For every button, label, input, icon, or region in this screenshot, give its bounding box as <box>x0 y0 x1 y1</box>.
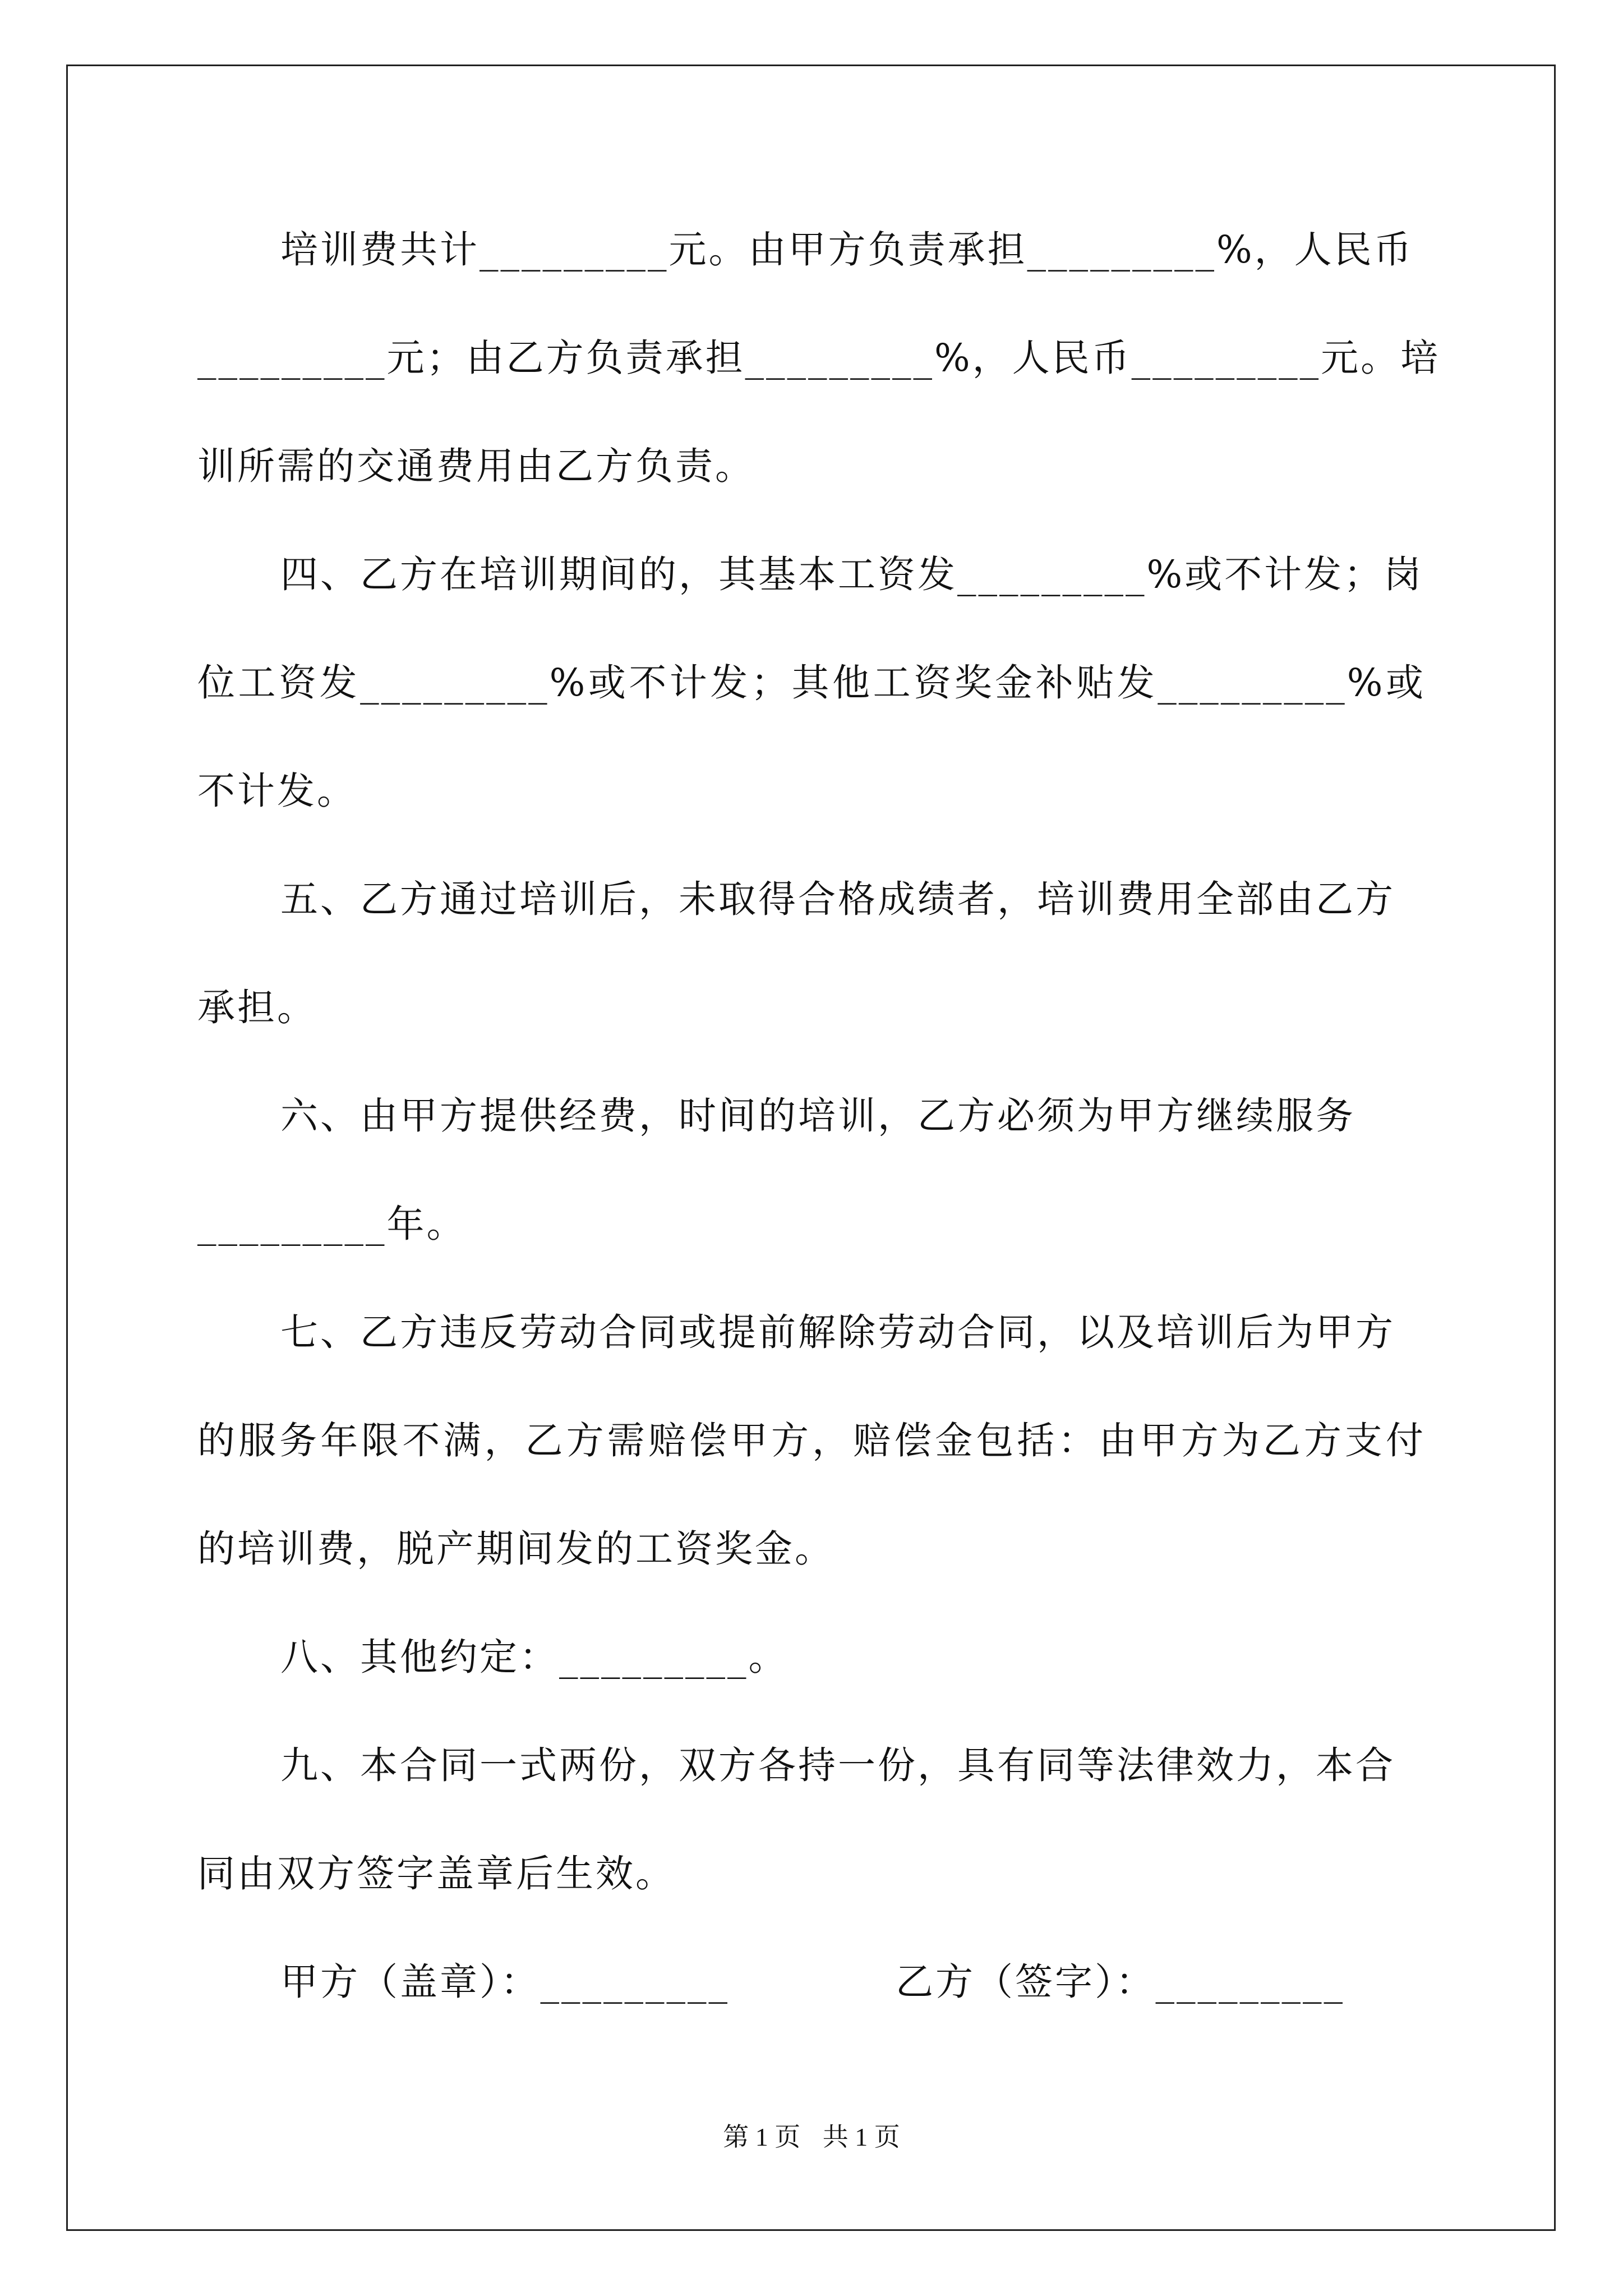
page-border <box>66 65 1556 2231</box>
paragraph-line: 位工资发_________%或不计发；其他工资奖金补贴发_________%或 <box>197 661 1426 705</box>
paragraph-line: 八、其他约定：_________。 <box>280 1635 789 1679</box>
paragraph-line: _________年。 <box>197 1202 467 1246</box>
page-total: 共 1 页 <box>822 2123 900 2151</box>
page-number: 第 1 页 <box>723 2123 801 2151</box>
paragraph-line: 训所需的交通费用由乙方负责。 <box>197 444 755 488</box>
paragraph-line: 培训费共计_________元。由甲方负责承担_________%，人民币 <box>280 228 1414 272</box>
paragraph-line: 的服务年限不满，乙方需赔偿甲方，赔偿金包括：由甲方为乙方支付 <box>197 1419 1426 1462</box>
paragraph-line: 六、由甲方提供经费，时间的培训，乙方必须为甲方继续服务 <box>280 1094 1355 1138</box>
party-a-signature: 甲方（盖章）：_________ <box>280 1960 730 2004</box>
paragraph-line: 四、乙方在培训期间的，其基本工资发_________%或不计发；岗 <box>280 553 1424 596</box>
paragraph-line: 九、本合同一式两份，双方各持一份，具有同等法律效力，本合 <box>280 1743 1395 1787</box>
paragraph-line: 同由双方签字盖章后生效。 <box>197 1852 675 1895</box>
paragraph-line: 的培训费，脱产期间发的工资奖金。 <box>197 1527 834 1571</box>
page-footer <box>0 2120 1623 2154</box>
paragraph-line: 承担。 <box>197 986 317 1029</box>
party-b-signature: 乙方（签字）：_________ <box>896 1960 1345 2004</box>
paragraph-line: _________元；由乙方负责承担_________%，人民币_________元。培 <box>197 336 1441 380</box>
paragraph-line: 七、乙方违反劳动合同或提前解除劳动合同，以及培训后为甲方 <box>280 1310 1395 1354</box>
paragraph-line: 五、乙方通过培训后，未取得合格成绩者，培训费用全部由乙方 <box>280 877 1395 921</box>
paragraph-line: 不计发。 <box>197 769 357 813</box>
